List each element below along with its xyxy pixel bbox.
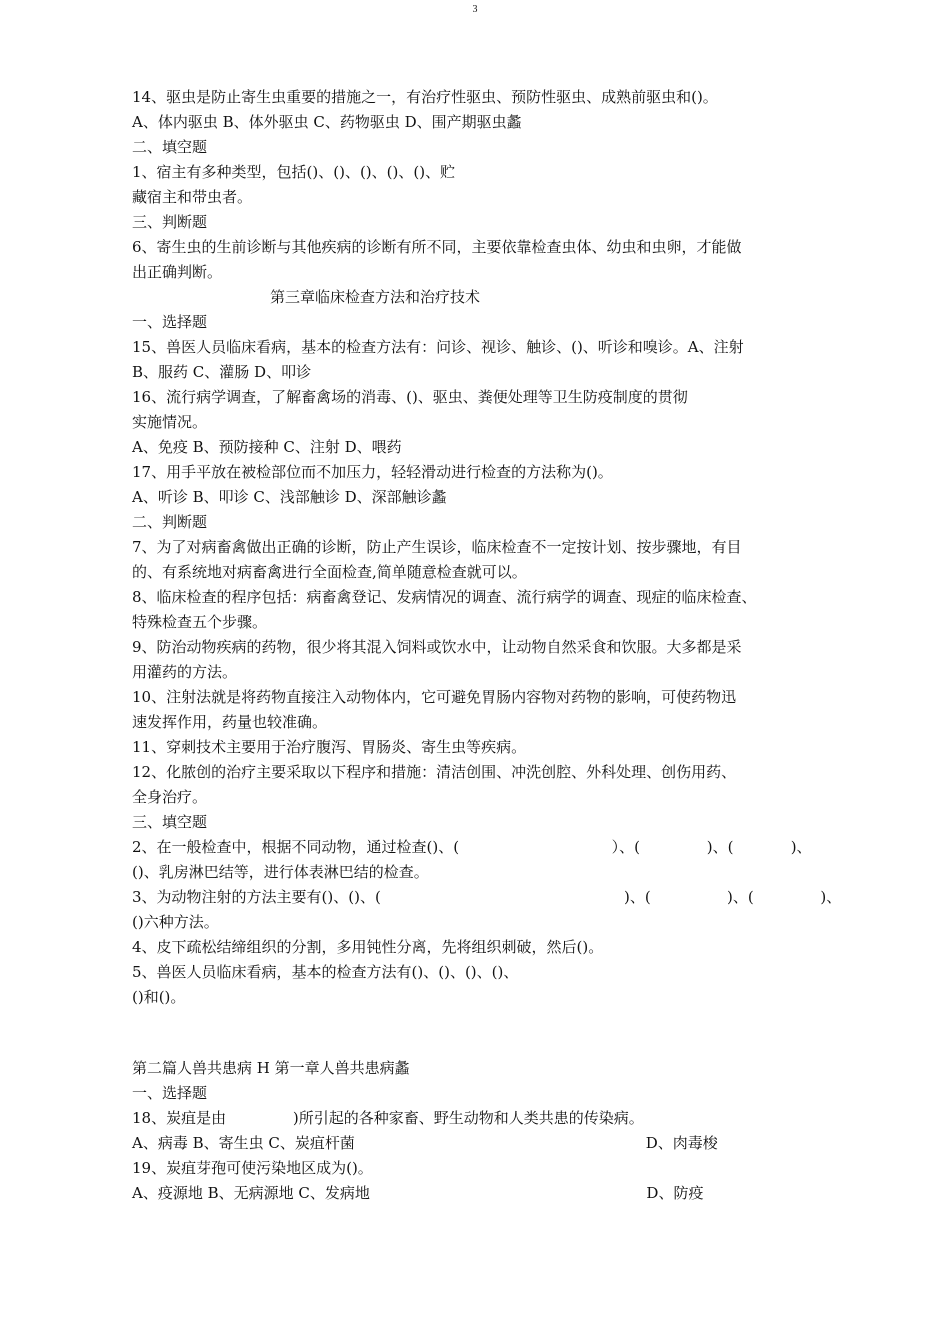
section-heading: 二、填空题 [132,138,208,156]
text-line: 16、流行病学调查，了解畜禽场的消毒、()、驱虫、粪便处理等卫生防疫制度的贯彻 [132,388,688,406]
text-line: 19、炭疽芽孢可使污染地区成为()。 [132,1159,373,1177]
text-line: 实施情况。 [132,413,208,431]
text-line: A、听诊 B、叩诊 C、浅部触诊 D、深部触诊蠡 [132,488,447,506]
text-line: 2、在一般检查中，根据不同动物，通过检查()、( ）、( )、( )、 [132,838,812,856]
section-heading: 二、判断题 [132,513,208,531]
text-line: 11、穿刺技术主要用于治疗腹泻、胃肠炎、寄生虫等疾病。 [132,738,527,756]
text-line: 10、注射法就是将药物直接注入动物体内，它可避免胃肠内容物对药物的影响，可使药物迅 [132,688,737,706]
part-title: 第二篇人兽共患病 H 第一章人兽共患病蠡 [132,1059,410,1077]
section-heading: 三、填空题 [132,813,208,831]
text-line: 4、皮下疏松结缔组织的分割，多用钝性分离，先将组织刺破，然后()。 [132,938,604,956]
text-line: ()和()。 [132,988,186,1006]
text-line: A、体内驱虫 B、体外驱虫 C、药物驱虫 D、围产期驱虫蠡 [132,113,522,131]
text-line: 5、兽医人员临床看病，基本的检查方法有()、()、()、()、 [132,963,519,981]
text-line: ()、乳房淋巴结等，进行体表淋巴结的检查。 [132,863,429,881]
text-line: 1、宿主有多种类型，包括()、()、()、()、()、贮 [132,163,456,181]
text-line: 用灌药的方法。 [132,663,238,681]
text-line: 17、用手平放在被检部位而不加压力，轻轻滑动进行检查的方法称为()。 [132,463,613,481]
text-line: 7、为了对病畜禽做出正确的诊断，防止产生误诊，临床检查不一定按计划、按步骤地，有目 [132,538,742,556]
text-line: 出正确判断。 [132,263,223,281]
text-line: 14、驱虫是防止寄生虫重要的措施之一，有治疗性驱虫、预防性驱虫、成熟前驱虫和()。 [132,88,718,106]
text-line: 8、临床检查的程序包括：病畜禽登记、发病情况的调查、流行病学的调查、现症的临床检查、 [132,588,757,606]
section-heading: 三、判断题 [132,213,208,231]
text-line: 12、化脓创的治疗主要采取以下程序和措施：清洁创围、冲洗创腔、外科处理、创伤用药、 [132,763,737,781]
text-line: A、病毒 B、寄生虫 C、炭疽杆菌 D、肉毒梭 [132,1134,718,1152]
text-line: 藏宿主和带虫者。 [132,188,253,206]
text-line: A、疫源地 B、无病源地 C、发病地 D、防疫 [132,1184,704,1202]
text-line: 6、寄生虫的生前诊断与其他疾病的诊断有所不同，主要依靠检查虫体、幼虫和虫卵，才能做 [132,238,742,256]
section-heading: 一、选择题 [132,313,208,331]
chapter-title: 第三章临床检查方法和治疗技术 [270,288,481,306]
text-line: 特殊检查五个步骤。 [132,613,268,631]
text-line: B、服药 C、灌肠 D、叩诊 [132,363,312,381]
text-line: 的、有系统地对病畜禽进行全面检查,简单随意检查就可以。 [132,563,527,581]
text-line: 18、炭疽是由 )所引起的各种家畜、野生动物和人类共患的传染病。 [132,1109,644,1127]
text-line: A、免疫 B、预防接种 C、注射 D、喂药 [132,438,402,456]
text-line: 全身治疗。 [132,788,208,806]
section-heading: 一、选择题 [132,1084,208,1102]
text-line: ()六种方法。 [132,913,219,931]
text-line: 速发挥作用，药量也较准确。 [132,713,328,731]
text-line: 9、防治动物疾病的药物，很少将其混入饲料或饮水中，让动物自然采食和饮服。大多都是采 [132,638,742,656]
page-number: 3 [472,4,478,15]
text-line: 3、为动物注射的方法主要有()、()、( )、( )、( )、 [132,888,842,906]
text-line: 15、兽医人员临床看病，基本的检查方法有：问诊、视诊、触诊、()、听诊和嗅诊。A、注射 [132,338,744,356]
